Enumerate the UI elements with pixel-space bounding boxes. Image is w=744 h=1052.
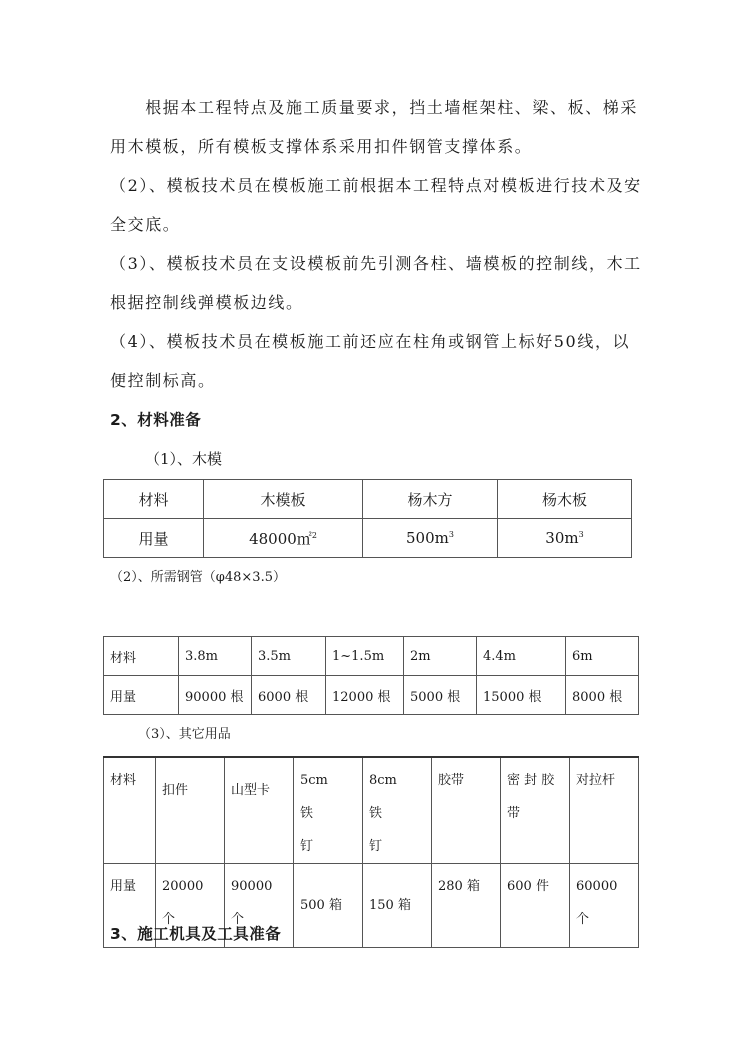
paragraph-3-line-1: （3）、模板技术员在支设模板前先引测各柱、墙模板的控制线，木工 xyxy=(110,254,642,273)
table-cell: 杨木方 xyxy=(363,480,498,519)
table-cell: 山型卡 xyxy=(225,757,294,864)
table-cell: 材料 xyxy=(104,757,156,864)
section-2-heading: 2、材料准备 xyxy=(110,411,202,429)
table-cell: 杨木板 xyxy=(498,480,632,519)
paragraph-1-line-1: 根据本工程特点及施工质量要求，挡土墙框架柱、梁、板、梯采 xyxy=(110,98,639,117)
table-cell: 3.8m xyxy=(179,637,252,676)
table-cell: 胶带 xyxy=(432,757,501,864)
table-cell: 密 封 胶 带 xyxy=(501,757,570,864)
table-cell: 15000 根 xyxy=(477,676,566,715)
table-cell: 用量 xyxy=(104,676,179,715)
wood-caption: （1）、木模 xyxy=(145,450,223,468)
wood-material-table xyxy=(103,479,632,558)
table-row xyxy=(104,519,632,558)
other-supplies-table xyxy=(103,756,639,948)
table-cell: 90000 个 xyxy=(225,864,294,948)
table-cell: 对拉杆 xyxy=(570,757,639,864)
table-header-row xyxy=(104,637,639,676)
paragraph-4-line-2: 便控制标高。 xyxy=(110,371,216,390)
paragraph-2-line-2: 全交底。 xyxy=(110,215,181,234)
table-cell: 48000㎡$^2$ xyxy=(204,519,363,558)
table-cell: 12000 根 xyxy=(326,676,404,715)
paragraph-4-line-1: （4）、模板技术员在模板施工前还应在柱角或钢管上标好50线，以 xyxy=(110,332,631,351)
table-cell: 用量 xyxy=(104,519,204,558)
steel-caption: （2）、所需钢管（φ48×3.5） xyxy=(110,570,286,585)
table-cell: 60000 个 xyxy=(570,864,639,948)
table-cell: 2m xyxy=(404,637,477,676)
table-cell: 8000 根 xyxy=(566,676,639,715)
table-cell: $30m^3$ xyxy=(498,519,632,558)
table-cell: 280 箱 xyxy=(432,864,501,948)
table-cell: $500m^3$ xyxy=(363,519,498,558)
table-cell: 5000 根 xyxy=(404,676,477,715)
table-cell: 1~1.5m xyxy=(326,637,404,676)
table-cell: 4.4m xyxy=(477,637,566,676)
table-cell: 6000 根 xyxy=(252,676,326,715)
table-cell: 材料 xyxy=(104,637,179,676)
table-header-row xyxy=(104,480,632,519)
other-caption: （3）、其它用品 xyxy=(138,727,231,742)
table-cell: 90000 根 xyxy=(179,676,252,715)
table-cell: 500 箱 xyxy=(294,864,363,948)
table-cell: 150 箱 xyxy=(363,864,432,948)
table-cell: 扣件 xyxy=(156,757,225,864)
table-cell: 用量 xyxy=(104,864,156,948)
table-cell: 600 件 xyxy=(501,864,570,948)
table-cell: 8cm 铁 钉 xyxy=(363,757,432,864)
table-header-row xyxy=(104,757,639,864)
table-cell: 3.5m xyxy=(252,637,326,676)
paragraph-1-line-2: 用木模板，所有模板支撑体系采用扣件钢管支撑体系。 xyxy=(110,137,533,156)
table-cell: 材料 xyxy=(104,480,204,519)
table-cell: 20000 个 xyxy=(156,864,225,948)
table-row xyxy=(104,676,639,715)
table-cell: 6m xyxy=(566,637,639,676)
table-cell: 5cm 铁 钉 xyxy=(294,757,363,864)
section-3-heading: 3、施工机具及工具准备 xyxy=(110,925,282,943)
steel-pipe-table xyxy=(103,636,639,715)
paragraph-3-line-2: 根据控制线弹模板边线。 xyxy=(110,293,304,312)
paragraph-2-line-1: （2）、模板技术员在模板施工前根据本工程特点对模板进行技术及安 xyxy=(110,176,642,195)
table-cell: 木模板 xyxy=(204,480,363,519)
